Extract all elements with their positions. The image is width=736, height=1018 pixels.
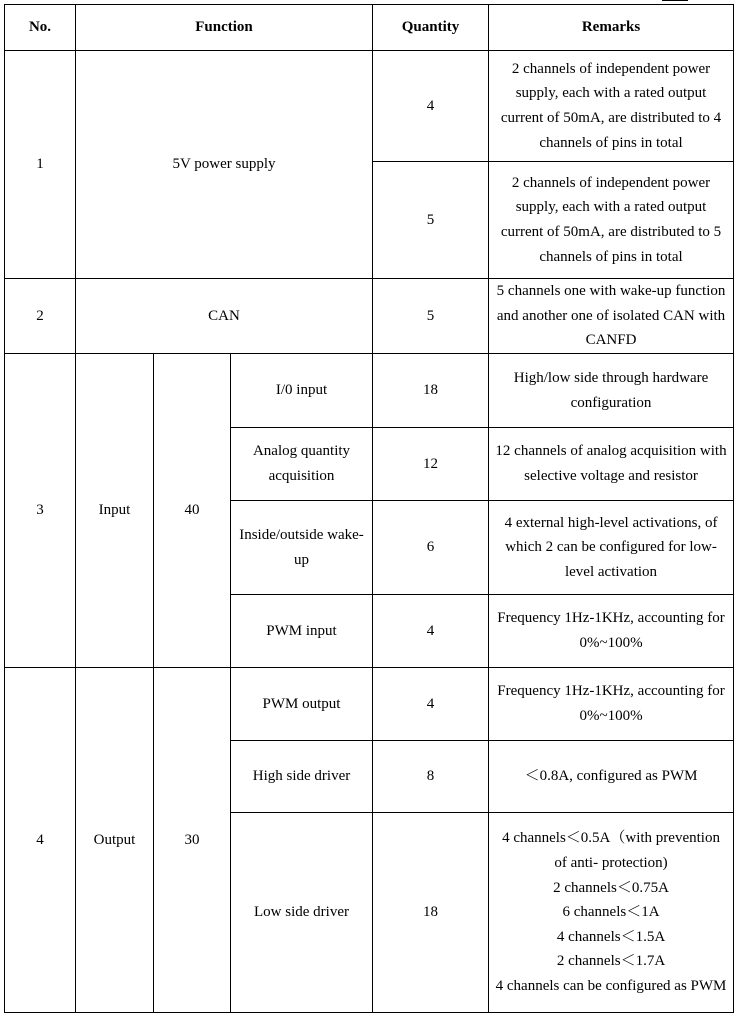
row4-item-remarks: Frequency 1Hz-1KHz, accounting for 0%~100% <box>489 668 734 741</box>
row2-function: CAN <box>76 279 373 354</box>
table-row <box>5 354 734 428</box>
row2-quantity: 5 <box>373 279 489 354</box>
row4-group: Output <box>76 668 154 1013</box>
row4-item-quantity: 4 <box>373 668 489 741</box>
row3-item-quantity: 18 <box>373 354 489 428</box>
row4-item-name: Low side driver <box>231 813 373 1013</box>
row4-total: 30 <box>154 668 231 1013</box>
row4-item-name: High side driver <box>231 741 373 813</box>
row1-function: 5V power supply <box>76 51 373 279</box>
row1a-quantity: 4 <box>373 51 489 162</box>
row3-item-quantity: 6 <box>373 501 489 595</box>
header-remarks: Remarks <box>489 5 734 51</box>
row4-item-quantity: 8 <box>373 741 489 813</box>
row3-group: Input <box>76 354 154 668</box>
row1-no: 1 <box>5 51 76 279</box>
row3-item-name: I/0 input <box>231 354 373 428</box>
row2-no: 2 <box>5 279 76 354</box>
top-border-fragment <box>662 0 688 1</box>
row4-item-remarks: ＜0.8A, configured as PWM <box>489 741 734 813</box>
row3-item-name: Analog quantity acquisition <box>231 428 373 501</box>
row4-item-remarks: 4 channels＜0.5A（with prevention of anti- protection) 2 channels＜0.75A 6 channels＜1A 4 channels＜1.5A 2 channels＜1.7A 4 channels can be configured as PWM <box>489 813 734 1013</box>
row4-item-quantity: 18 <box>373 813 489 1013</box>
row3-no: 3 <box>5 354 76 668</box>
row1a-remarks: 2 channels of independent power supply, each with a rated output current of 50mA, are distributed to 4 channels of pins in total <box>489 51 734 162</box>
row1b-remarks: 2 channels of independent power supply, each with a rated output current of 50mA, are distributed to 5 channels of pins in total <box>489 162 734 279</box>
row3-total: 40 <box>154 354 231 668</box>
row3-item-remarks: Frequency 1Hz-1KHz, accounting for 0%~100% <box>489 595 734 668</box>
table-row <box>5 51 734 162</box>
row3-item-quantity: 12 <box>373 428 489 501</box>
row3-item-remarks: High/low side through hardware configuration <box>489 354 734 428</box>
table-row <box>5 668 734 741</box>
row3-item-remarks: 4 external high-level activations, of which 2 can be configured for low-level activation <box>489 501 734 595</box>
header-function: Function <box>76 5 373 51</box>
row2-remarks: 5 channels one with wake-up function and another one of isolated CAN with CANFD <box>489 279 734 354</box>
table-row <box>5 279 734 354</box>
row3-item-name: PWM input <box>231 595 373 668</box>
header-no: No. <box>5 5 76 51</box>
row3-item-name: Inside/outside wake-up <box>231 501 373 595</box>
function-spec-table <box>4 4 734 1013</box>
row3-item-remarks: 12 channels of analog acquisition with selective voltage and resistor <box>489 428 734 501</box>
row4-item-name: PWM output <box>231 668 373 741</box>
row1b-quantity: 5 <box>373 162 489 279</box>
row4-no: 4 <box>5 668 76 1013</box>
header-row <box>5 5 734 51</box>
header-quantity: Quantity <box>373 5 489 51</box>
row3-item-quantity: 4 <box>373 595 489 668</box>
